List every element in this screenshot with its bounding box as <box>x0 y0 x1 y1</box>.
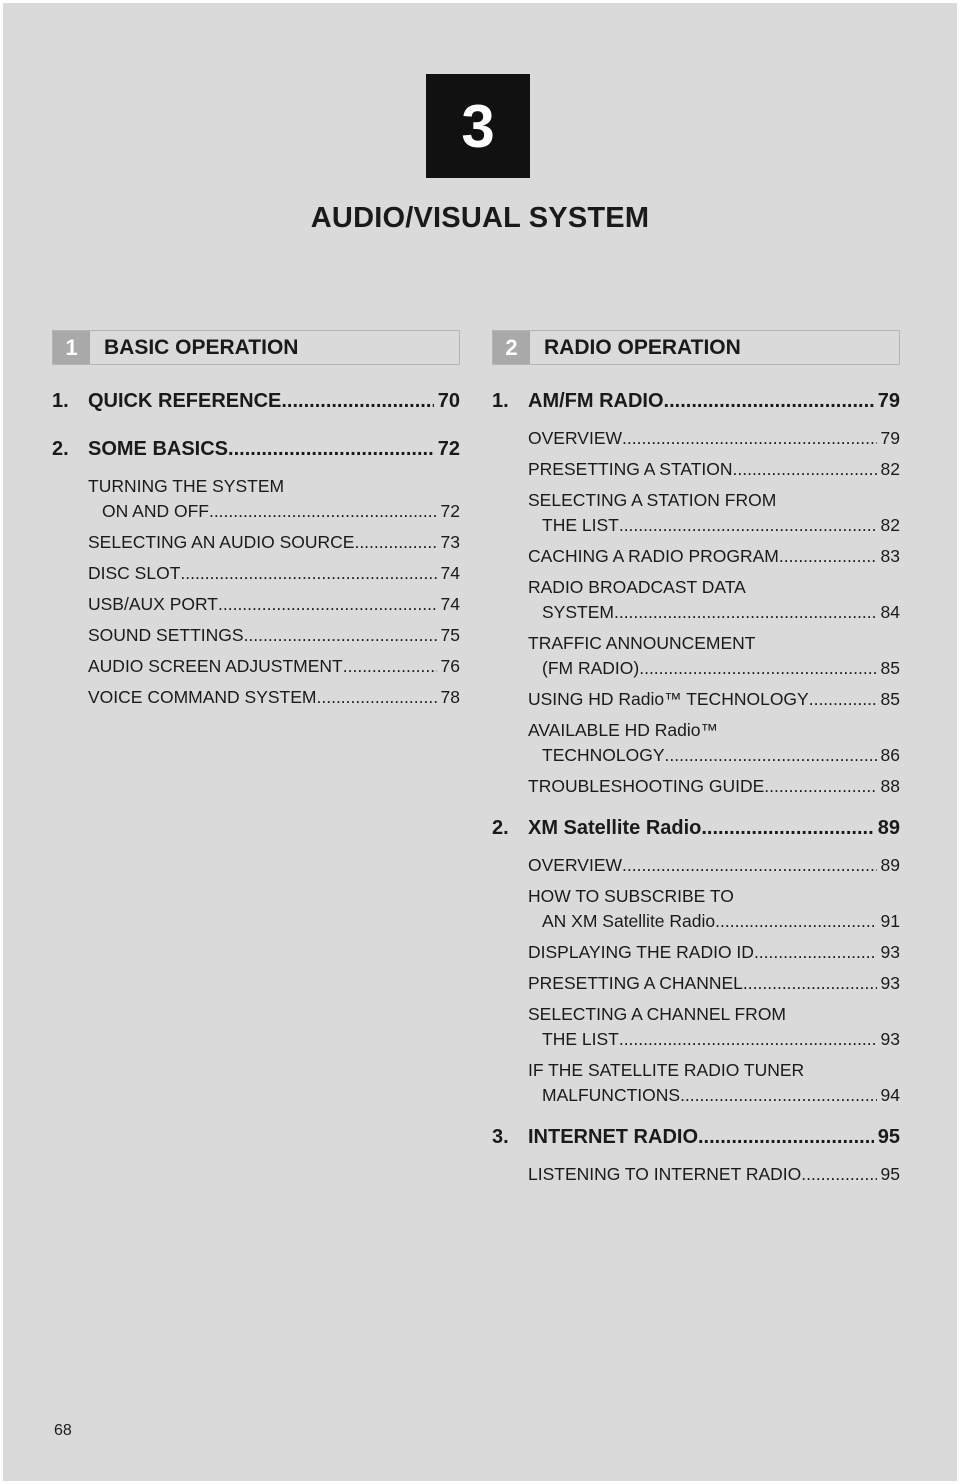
toc-item-page: 82 <box>880 459 900 479</box>
toc-item-page: 93 <box>880 942 900 962</box>
dot-leader <box>619 1027 877 1052</box>
toc-subitems <box>52 474 460 710</box>
toc-heading-link[interactable] <box>52 390 460 420</box>
toc-item-title: AVAILABLE HD Radio™ <box>528 720 718 740</box>
dot-leader <box>619 513 877 538</box>
toc-item-title-cont: THE LIST <box>542 515 619 535</box>
toc-item-page: 86 <box>880 745 900 765</box>
toc-item-row <box>528 544 900 569</box>
dot-leader <box>218 592 437 617</box>
page-number: 68 <box>54 1422 72 1439</box>
toc-item-row <box>88 530 460 555</box>
toc-heading-link[interactable] <box>52 438 460 468</box>
dot-leader <box>639 656 876 681</box>
section-number-badge: 1 <box>53 331 90 364</box>
toc-heading-title: INTERNET RADIO <box>528 1126 698 1148</box>
toc-item-link[interactable] <box>528 426 900 451</box>
dot-leader <box>680 1083 876 1108</box>
toc-item-page: 93 <box>880 973 900 993</box>
toc-item-row <box>528 457 900 482</box>
toc-item-title: TRAFFIC ANNOUNCEMENT <box>528 633 756 653</box>
toc-item-row <box>88 623 460 648</box>
toc-heading-number: 1. <box>492 390 509 412</box>
toc-item-title: PRESETTING A CHANNEL <box>528 973 743 993</box>
toc-item-row <box>528 743 900 768</box>
dot-leader <box>779 544 877 569</box>
chapter-number: 3 <box>461 92 495 160</box>
toc-item-title: PRESETTING A STATION <box>528 459 733 479</box>
toc-item-link[interactable] <box>528 718 900 768</box>
toc-item-link[interactable] <box>528 884 900 934</box>
toc-item-title-cont: THE LIST <box>542 1029 619 1049</box>
toc-item-page: 79 <box>880 428 900 448</box>
dot-leader <box>354 530 436 555</box>
toc-item-row <box>528 513 900 538</box>
toc-item-link[interactable] <box>528 1058 900 1108</box>
toc-item-title-cont: (FM RADIO) <box>542 658 640 678</box>
toc-item-page: 74 <box>440 563 460 583</box>
toc-item-row <box>88 499 460 524</box>
toc-item-title: SOUND SETTINGS <box>88 625 244 645</box>
toc-heading-link[interactable] <box>492 1126 900 1156</box>
toc-item-title: HOW TO SUBSCRIBE TO <box>528 886 734 906</box>
toc-item-page: 95 <box>880 1164 900 1184</box>
toc-item-link[interactable] <box>528 544 900 569</box>
toc-item-title: TURNING THE SYSTEM <box>88 476 285 496</box>
toc-item-link[interactable] <box>528 774 900 799</box>
toc-item-title: TROUBLESHOOTING GUIDE <box>528 776 765 796</box>
toc-item-page: 73 <box>440 532 460 552</box>
toc-item-title-cont: TECHNOLOGY <box>542 745 665 765</box>
toc-item-page: 75 <box>440 625 460 645</box>
dot-leader <box>664 390 874 413</box>
toc-item-title-cont: ON AND OFF <box>102 501 209 521</box>
toc-item-page: 85 <box>880 658 900 678</box>
section-header <box>492 330 900 365</box>
toc-item-link[interactable] <box>88 592 460 617</box>
toc-item-link[interactable] <box>528 457 900 482</box>
toc-item-link[interactable] <box>528 631 900 681</box>
chapter-number-box <box>426 74 530 178</box>
section-number-badge: 2 <box>493 331 530 364</box>
dot-leader <box>614 600 877 625</box>
dot-leader <box>743 971 877 996</box>
toc-item-title: SELECTING A STATION FROM <box>528 490 777 510</box>
toc-item-page: 91 <box>880 911 900 931</box>
toc-item-row <box>528 1027 900 1052</box>
dot-leader <box>281 390 433 413</box>
toc-item-title-cont: MALFUNCTIONS <box>542 1085 681 1105</box>
toc-item-link[interactable] <box>528 940 900 965</box>
toc-item-title: SELECTING A CHANNEL FROM <box>528 1004 787 1024</box>
toc-item-page: 94 <box>880 1085 900 1105</box>
toc-item-row <box>528 426 900 451</box>
dot-leader <box>764 774 876 799</box>
toc-item-title: OVERVIEW <box>528 428 623 448</box>
toc-entries <box>52 390 460 710</box>
dot-leader <box>228 438 434 461</box>
dot-leader <box>244 623 437 648</box>
toc-heading-number: 2. <box>52 438 69 460</box>
toc-item-page: 78 <box>440 687 460 707</box>
toc-heading-page: 79 <box>877 390 900 412</box>
toc-item-row <box>528 600 900 625</box>
toc-item-row <box>528 971 900 996</box>
toc-item-page: 76 <box>440 656 460 676</box>
toc-item-title: VOICE COMMAND SYSTEM <box>88 687 317 707</box>
toc-item-link[interactable] <box>528 1002 900 1052</box>
toc-item-link[interactable] <box>88 623 460 648</box>
toc-item-title: AUDIO SCREEN ADJUSTMENT <box>88 656 343 676</box>
toc-heading-number: 2. <box>492 817 509 839</box>
toc-item-title: DISC SLOT <box>88 563 181 583</box>
toc-item-page: 85 <box>880 689 900 709</box>
dot-leader <box>801 1162 876 1187</box>
dot-leader <box>809 687 877 712</box>
toc-item-row <box>88 654 460 679</box>
dot-leader <box>698 1126 874 1149</box>
toc-item-link[interactable] <box>528 853 900 878</box>
toc-item-row <box>88 592 460 617</box>
toc-item-row <box>528 1162 900 1187</box>
toc-subitems <box>492 1162 900 1187</box>
toc-item-page: 88 <box>880 776 900 796</box>
toc-item-link[interactable] <box>528 971 900 996</box>
dot-leader <box>622 426 877 451</box>
toc-heading-page: 89 <box>877 817 900 839</box>
toc-item-link[interactable] <box>88 685 460 710</box>
toc-item-title: USB/AUX PORT <box>88 594 218 614</box>
toc-item-link[interactable] <box>88 474 460 524</box>
toc-heading-title: SOME BASICS <box>88 438 229 460</box>
chapter-title: AUDIO/VISUAL SYSTEM <box>310 202 650 234</box>
toc-heading-number: 3. <box>492 1126 509 1148</box>
dot-leader <box>209 499 437 524</box>
toc-heading-page: 72 <box>437 438 460 460</box>
toc-item-title: CACHING A RADIO PROGRAM <box>528 546 779 566</box>
toc-item-page: 74 <box>440 594 460 614</box>
toc-item-row <box>528 853 900 878</box>
toc-item-link[interactable] <box>88 530 460 555</box>
toc-item-link[interactable] <box>528 488 900 538</box>
dot-leader <box>715 909 876 934</box>
toc-item-row <box>528 1083 900 1108</box>
dot-leader <box>317 685 437 710</box>
toc-item-page: 82 <box>880 515 900 535</box>
toc-item-row <box>528 909 900 934</box>
toc-item-link[interactable] <box>88 654 460 679</box>
toc-heading-title: AM/FM RADIO <box>528 390 664 412</box>
dot-leader <box>622 853 877 878</box>
toc-subitems <box>492 853 900 1108</box>
toc-subitems <box>492 426 900 799</box>
toc-item-title: IF THE SATELLITE RADIO TUNER <box>528 1060 805 1080</box>
toc-heading-title: QUICK REFERENCE <box>88 390 282 412</box>
section-header <box>52 330 460 365</box>
section-title: BASIC OPERATION <box>104 335 299 359</box>
toc-heading-link[interactable] <box>492 817 900 847</box>
section-basic-operation <box>52 330 460 710</box>
toc-item-page: 83 <box>880 546 900 566</box>
toc-heading-page: 70 <box>437 390 460 412</box>
toc-item-page: 93 <box>880 1029 900 1049</box>
toc-item-link[interactable] <box>528 575 900 625</box>
toc-item-title: USING HD Radio™ TECHNOLOGY <box>528 689 809 709</box>
toc-item-title-cont: AN XM Satellite Radio <box>542 911 716 931</box>
dot-leader <box>180 561 436 586</box>
toc-item-row <box>528 656 900 681</box>
toc-item-title: SELECTING AN AUDIO SOURCE <box>88 532 355 552</box>
toc-heading-number: 1. <box>52 390 69 412</box>
toc-item-title: RADIO BROADCAST DATA <box>528 577 746 597</box>
toc-item-link[interactable] <box>528 1162 900 1187</box>
toc-entries <box>492 390 900 1187</box>
toc-heading-title: XM Satellite Radio <box>528 817 702 839</box>
toc-item-title-cont: SYSTEM <box>542 602 614 622</box>
toc-item-row <box>528 687 900 712</box>
toc-item-page: 72 <box>440 501 460 521</box>
dot-leader <box>665 743 877 768</box>
toc-item-title: DISPLAYING THE RADIO ID <box>528 942 754 962</box>
toc-heading-link[interactable] <box>492 390 900 420</box>
toc-heading-page: 95 <box>877 1126 900 1148</box>
toc-item-title: OVERVIEW <box>528 855 623 875</box>
section-title: RADIO OPERATION <box>544 335 741 359</box>
dot-leader <box>754 940 877 965</box>
toc-item-row <box>88 685 460 710</box>
toc-item-row <box>88 561 460 586</box>
toc-item-row <box>528 774 900 799</box>
toc-item-link[interactable] <box>88 561 460 586</box>
toc-item-title: LISTENING TO INTERNET RADIO <box>528 1164 802 1184</box>
toc-item-row <box>528 940 900 965</box>
section-radio-operation <box>492 330 900 1187</box>
toc-item-page: 89 <box>880 855 900 875</box>
dot-leader <box>343 654 437 679</box>
dot-leader <box>701 817 873 840</box>
toc-item-page: 84 <box>880 602 900 622</box>
dot-leader <box>733 457 877 482</box>
toc-item-link[interactable] <box>528 687 900 712</box>
